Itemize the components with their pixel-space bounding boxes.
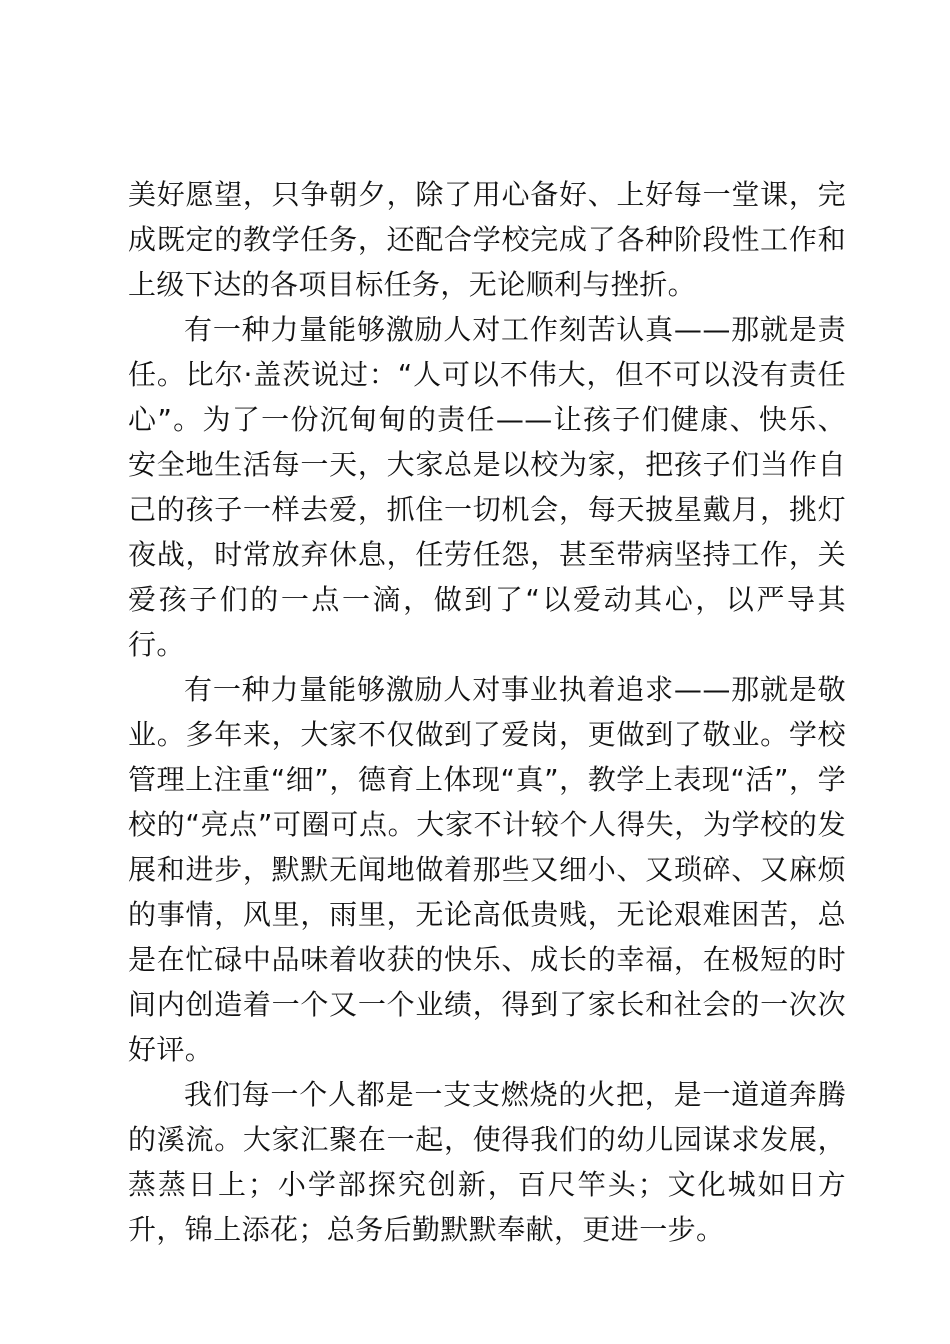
document-body [128,172,846,1252]
paragraph-3: 有一种力量能够激励人对事业执着追求——那就是敬业。多年来，大家不仅做到了爱岗，更做到了敬业。学校管理上注重“细”，德育上体现“真”，教学上表现“活”，学校的“亮点”可圈可点。大家不计较个人得失，为学校的发展和进步，默默无闻地做着那些又细小、又琐碎、又麻烦的事情，风里，雨里，无论高低贵贱，无论艰难困苦，总是在忙碌中品味着收获的快乐、成长的幸福，在极短的时间内创造着一个又一个业绩，得到了家长和社会的一次次好评。 [128,673,846,1066]
paragraph-2: 有一种力量能够激励人对工作刻苦认真——那就是责任。比尔·盖茨说过：“人可以不伟大，但不可以没有责任心”。为了一份沉甸甸的责任——让孩子们健康、快乐、安全地生活每一天，大家总是以校为家，把孩子们当作自己的孩子一样去爱，抓住一切机会，每天披星戴月，挑灯夜战，时常放弃休息，任劳任怨，甚至带病坚持工作，关爱孩子们的一点一滴，做到了“以爱动其心，以严导其行。 [128,313,846,661]
paragraph-1: 美好愿望，只争朝夕，除了用心备好、上好每一堂课，完成既定的教学任务，还配合学校完成了各种阶段性工作和上级下达的各项目标任务，无论顺利与挫折。 [128,178,846,301]
paragraph-4: 我们每一个人都是一支支燃烧的火把，是一道道奔腾的溪流。大家汇聚在一起，使得我们的幼儿园谋求发展，蒸蒸日上；小学部探究创新，百尺竿头；文化城如日方升，锦上添花；总务后勤默默奉献，更进一步。 [128,1078,846,1246]
